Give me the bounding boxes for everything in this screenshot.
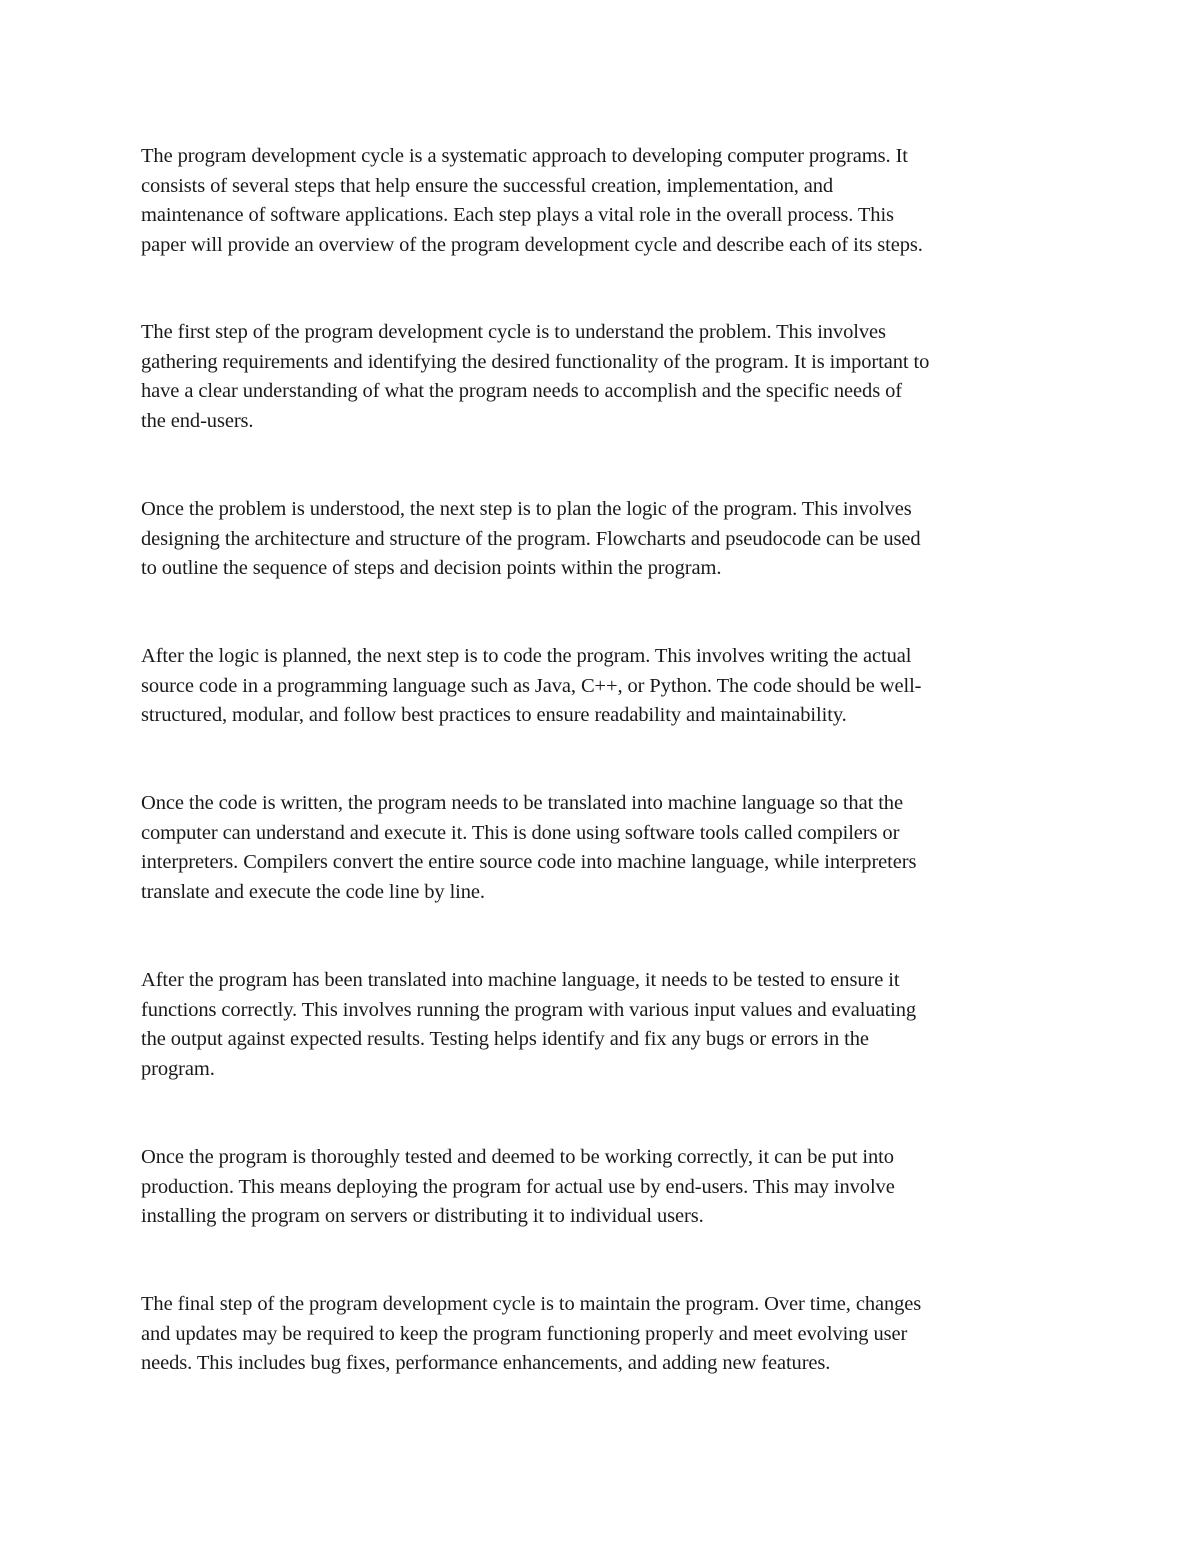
paragraph-line: and updates may be required to keep the program functioning properly and meet evolving user bbox=[141, 1322, 908, 1345]
paragraph-line: maintenance of software applications. Each step plays a vital role in the overall process. This bbox=[141, 204, 894, 226]
paragraph-line: translate and execute the code line by line. bbox=[141, 880, 485, 903]
paragraph-line: consists of several steps that help ensure the successful creation, implementation, and bbox=[141, 174, 834, 197]
paragraph-line: have a clear understanding of what the program needs to accomplish and the specific needs of bbox=[141, 380, 902, 402]
paragraph-plan-logic bbox=[141, 495, 1066, 584]
paragraph-line: The first step of the program development cycle is to understand the problem. This involves bbox=[141, 321, 886, 343]
paragraph-line: paper will provide an overview of the program development cycle and describe each of its steps. bbox=[141, 233, 923, 256]
paragraph-line: needs. This includes bug fixes, performance enhancements, and adding new features. bbox=[141, 1352, 831, 1374]
paragraph-line: gathering requirements and identifying the desired functionality of the program. It is important to bbox=[141, 350, 930, 373]
paragraph-line: After the logic is planned, the next step is to code the program. This involves writing the actual bbox=[141, 645, 912, 667]
paragraph-code-program bbox=[141, 642, 1066, 731]
paragraph-line: Once the code is written, the program needs to be translated into machine language so that the bbox=[141, 792, 903, 814]
paragraph-line: The program development cycle is a systematic approach to developing computer programs. It bbox=[141, 145, 908, 167]
paragraph-intro bbox=[141, 142, 1066, 260]
paragraph-line: designing the architecture and structure of the program. Flowcharts and pseudocode can be used bbox=[141, 527, 921, 550]
paragraph-line: the output against expected results. Testing helps identify and fix any bugs or errors in the bbox=[141, 1028, 869, 1050]
paragraph-test-program bbox=[141, 966, 1066, 1084]
paragraph-line: After the program has been translated into machine language, it needs to be tested to ensure it bbox=[141, 969, 900, 991]
paragraph-production bbox=[141, 1143, 1066, 1232]
paragraph-line: production. This means deploying the program for actual use by end-users. This may involve bbox=[141, 1175, 895, 1198]
paragraph-line: interpreters. Compilers convert the entire source code into machine language, while interpreters bbox=[141, 851, 917, 873]
paragraph-line: installing the program on servers or distributing it to individual users. bbox=[141, 1205, 704, 1227]
paragraph-line: functions correctly. This involves running the program with various input values and evaluating bbox=[141, 998, 917, 1021]
paragraph-translate-code bbox=[141, 789, 1066, 907]
paragraph-maintain bbox=[141, 1290, 1066, 1379]
paragraph-understand-problem bbox=[141, 318, 1066, 436]
paragraph-line: Once the program is thoroughly tested and deemed to be working correctly, it can be put into bbox=[141, 1146, 894, 1168]
paragraph-line: Once the problem is understood, the next step is to plan the logic of the program. This involves bbox=[141, 498, 912, 520]
paragraph-line: source code in a programming language such as Java, C++, or Python. The code should be well- bbox=[141, 674, 922, 697]
paragraph-line: structured, modular, and follow best practices to ensure readability and maintainability. bbox=[141, 704, 847, 726]
paragraph-line: computer can understand and execute it. This is done using software tools called compilers or bbox=[141, 821, 900, 844]
paragraph-line: The final step of the program development cycle is to maintain the program. Over time, changes bbox=[141, 1293, 922, 1315]
paragraph-line: program. bbox=[141, 1057, 215, 1080]
paragraph-line: to outline the sequence of steps and decision points within the program. bbox=[141, 557, 722, 579]
paragraph-line: the end-users. bbox=[141, 409, 254, 432]
